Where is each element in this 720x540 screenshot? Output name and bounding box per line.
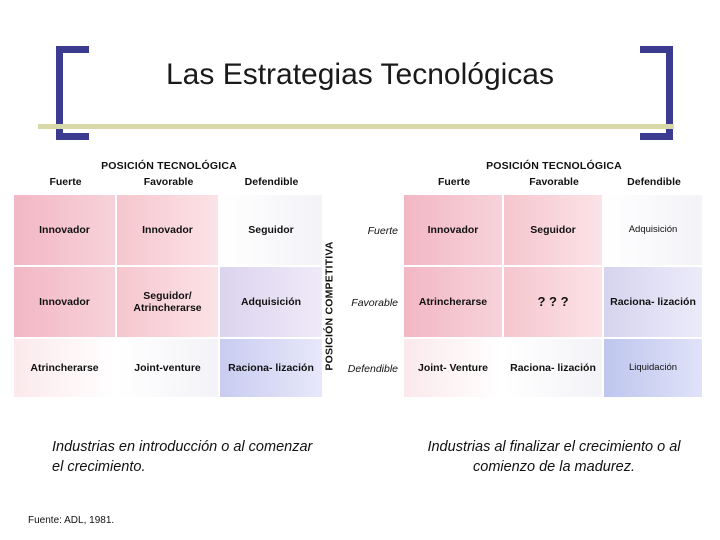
left-cell-r2c1: Innovador <box>14 267 117 339</box>
left-column-header-favorable: Favorable <box>143 176 194 188</box>
row-label-favorable: Favorable <box>351 297 398 309</box>
left-cell-r2c2: Seguidor/ Atrincherarse <box>117 267 220 339</box>
right-matrix-grid <box>347 195 704 399</box>
vertical-axis-label <box>322 198 338 414</box>
row-label-fuerte: Fuerte <box>367 225 398 237</box>
right-cell-r2c1: Atrincherarse <box>404 267 504 339</box>
row-label-defendible: Defendible <box>347 363 398 375</box>
left-cell-r1c2: Innovador <box>117 195 220 267</box>
right-column-header-favorable: Favorable <box>529 176 579 188</box>
right-cell-r2c3: Raciona- lización <box>604 267 704 339</box>
left-matrix-caption: Industrias en introducción o al comenzar el crecimiento. <box>52 439 313 475</box>
right-cell-r1c3: Adquisición <box>604 195 704 267</box>
right-matrix-caption: Industrias al finalizar el crecimiento o al comienzo de la madurez. <box>427 439 681 475</box>
table-row <box>14 339 324 399</box>
left-cell-r3c3: Raciona- lización <box>220 339 324 399</box>
left-cell-r3c1: Atrincherarse <box>14 339 117 399</box>
right-cell-r1c2: Seguidor <box>504 195 604 267</box>
title-underline <box>38 124 674 129</box>
source-note: Fuente: ADL, 1981. <box>28 515 115 526</box>
right-column-header-fuerte: Fuerte <box>437 176 471 188</box>
right-cell-r3c1: Joint- Venture <box>404 339 504 399</box>
table-row <box>367 195 704 267</box>
left-cell-r3c2: Joint-venture <box>117 339 220 399</box>
table-row <box>351 267 704 339</box>
left-column-header-fuerte: Fuerte <box>49 176 82 188</box>
left-matrix-column-headers <box>14 176 324 188</box>
left-matrix-grid <box>14 195 324 399</box>
vertical-axis-text: POSICIÓN COMPETITIVA <box>324 241 337 371</box>
right-matrix-header-title: POSICIÓN TECNOLÓGICA <box>486 160 622 172</box>
right-column-header-defendible: Defendible <box>627 176 681 188</box>
page-title: Las Estrategias Tecnológicas <box>165 58 554 91</box>
table-row <box>347 339 704 399</box>
right-matrix-column-headers <box>404 176 704 188</box>
left-cell-r1c3: Seguidor <box>220 195 324 267</box>
left-matrix-header-title: POSICIÓN TECNOLÓGICA <box>101 160 237 172</box>
right-cell-r2c2: ? ? ? <box>504 267 604 339</box>
left-cell-r2c3: Adquisición <box>220 267 324 339</box>
right-strategy-matrix <box>347 160 704 399</box>
right-cell-r3c2: Raciona- lización <box>504 339 604 399</box>
left-strategy-matrix <box>14 160 324 399</box>
right-cell-r1c1: Innovador <box>404 195 504 267</box>
left-cell-r1c1: Innovador <box>14 195 117 267</box>
title-area <box>0 18 720 118</box>
right-cell-r3c3: Liquidación <box>604 339 704 399</box>
table-row <box>14 195 324 267</box>
left-column-header-defendible: Defendible <box>244 176 299 188</box>
table-row <box>14 267 324 339</box>
